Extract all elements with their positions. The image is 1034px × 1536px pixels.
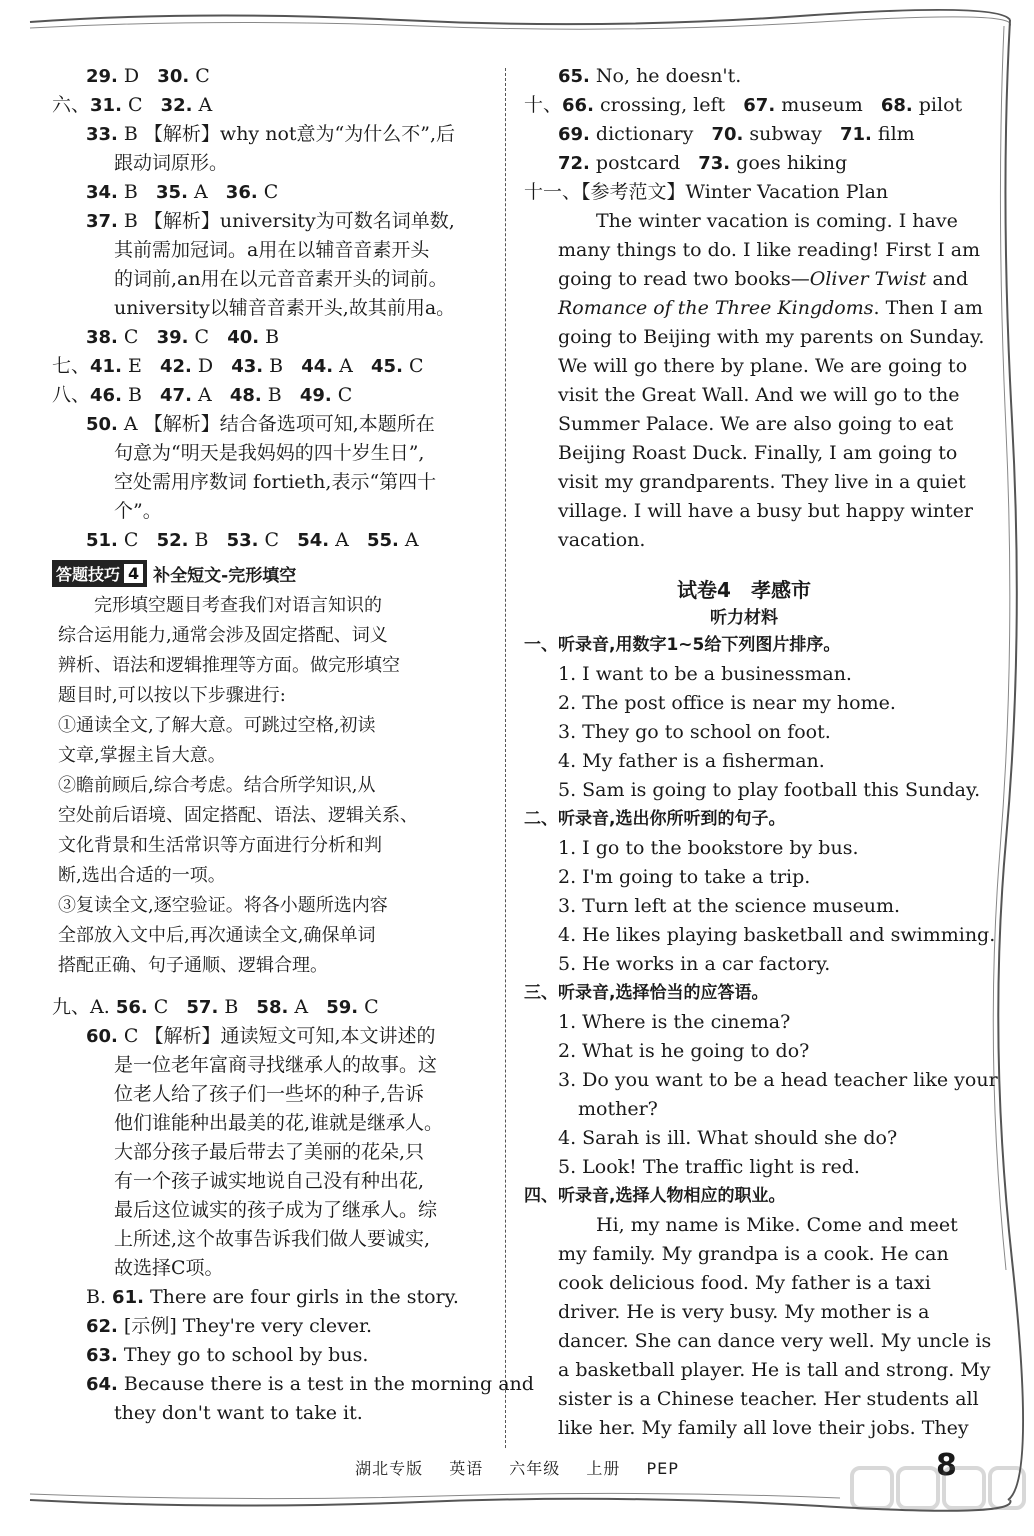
essay-line: going to Beijing with my parents on Sunday.: [558, 326, 985, 348]
tip-line: 综合运用能力,通常会涉及固定搭配、词义: [58, 625, 388, 646]
question-item: 3. Do you want to be a head teacher like your: [558, 1069, 998, 1091]
column-divider: [505, 68, 506, 1448]
question-item: 5. He works in a car factory.: [558, 953, 831, 975]
answer-line: 空处需用序数词 fortieth,表示“第四十: [114, 471, 437, 493]
answer-line: 跟动词原形。: [114, 152, 229, 174]
tip-body: [52, 591, 484, 981]
answer-line: 34. B 35. A 36. C: [86, 181, 279, 203]
answer-line: 63. They go to school by bus.: [86, 1344, 369, 1366]
tip-line: 文化背景和生活常识等方面进行分析和判: [58, 835, 382, 856]
tip-line: 全部放入文中后,再次通读全文,确保单词: [58, 925, 376, 946]
answer-line: 句意为“明天是我妈妈的四十岁生日”,: [114, 442, 425, 464]
tip-line: 文章,掌握主旨大意。: [58, 745, 226, 766]
tip-line: 空处前后语境、固定搭配、语法、逻辑关系、: [58, 805, 418, 826]
question-item: 4. He likes playing basketball and swimming.: [558, 924, 996, 946]
essay-line: many things to do. I like reading! First I am: [558, 239, 981, 261]
answer-line: 大部分孩子最后带去了美丽的花朵,只: [114, 1141, 425, 1163]
tip-line: 辨析、语法和逻辑推理等方面。做完形填空: [58, 655, 400, 676]
question-item: 3. Turn left at the science museum.: [558, 895, 901, 917]
answer-line: 十一、【参考范文】Winter Vacation Plan: [524, 181, 889, 203]
footer-grade: 六年级: [509, 1459, 561, 1478]
essay-line: visit the Great Wall. And we will go to the: [558, 384, 960, 406]
tip-badge-number: 4: [124, 564, 143, 583]
question-item: 1. I go to the bookstore by bus.: [558, 837, 859, 859]
passage-line: Hi, my name is Mike. Come and meet: [558, 1214, 958, 1236]
question-item: 5. Sam is going to play football this Sunday.: [558, 779, 981, 801]
essay-line: village. I will have a busy but happy winter: [558, 500, 974, 522]
tip-header: [52, 559, 484, 587]
answer-line: 位老人给了孩子们一些坏的种子,告诉: [114, 1083, 425, 1105]
answer-line: 七、41. E 42. D 43. B 44. A 45. C: [52, 355, 424, 377]
essay-line: Beijing Roast Duck. Finally, I am going to: [558, 442, 958, 464]
answer-line: 其前需加冠词。a用在以辅音音素开头: [114, 239, 430, 261]
answer-line: 33. B 【解析】why not意为“为什么不”,后: [86, 123, 455, 145]
tip-badge-label: 答题技巧: [56, 564, 121, 584]
question-3-items: [524, 1008, 998, 1182]
question-item: 5. Look! The traffic light is red.: [558, 1156, 860, 1178]
answer-line: 上所述,这个故事告诉我们做人要诚实,: [114, 1228, 431, 1250]
answer-line: B. 61. There are four girls in the story.: [86, 1286, 459, 1308]
passage-line: driver. He is very busy. My mother is a: [558, 1301, 930, 1323]
question-2-items: [524, 834, 996, 979]
answer-line: 十、66. crossing, left 67. museum 68. pilot: [524, 94, 963, 116]
answer-line: 九、A. 56. C 57. B 58. A 59. C: [52, 996, 379, 1018]
question-4-heading: 四、听录音,选择人物相应的职业。: [524, 1186, 786, 1206]
question-4-passage: [524, 1211, 992, 1443]
question-item: 2. The post office is near my home.: [558, 692, 896, 714]
essay-line: going to read two books—Oliver Twist and: [558, 268, 969, 290]
passage-line: cook delicious food. My father is a taxi: [558, 1272, 931, 1294]
question-item: 4. Sarah is ill. What should she do?: [558, 1127, 898, 1149]
question-item: 2. What is he going to do?: [558, 1040, 810, 1062]
essay-line: The winter vacation is coming. I have: [558, 210, 958, 232]
passage-line: dancer. She can dance very well. My uncle is: [558, 1330, 992, 1352]
question-1-heading: 一、听录音,用数字1~5给下列图片排序。: [524, 635, 841, 655]
watermark-logo: [848, 1462, 1028, 1532]
answer-line: 八、46. B 47. A 48. B 49. C: [52, 384, 353, 406]
passage-line: sister is a Chinese teacher. Her students all: [558, 1388, 979, 1410]
right-column: [524, 62, 998, 1443]
footer-volume: 上册: [586, 1459, 621, 1478]
answer-line: 最后这位诚实的孩子成为了继承人。综: [114, 1199, 438, 1221]
essay-line: Summer Palace. We are also going to eat: [558, 413, 954, 435]
answer-lines-right: [524, 62, 964, 207]
essay-line: visit my grandparents. They live in a quiet: [558, 471, 966, 493]
essay-line: Romance of the Three Kingdoms. Then I am: [558, 297, 983, 319]
answer-lines-bottom: [52, 993, 534, 1428]
question-3-heading: 三、听录音,选择恰当的应答语。: [524, 983, 769, 1003]
tip-line: 断,选出合适的一项。: [58, 865, 226, 886]
question-item: 2. I'm going to take a trip.: [558, 866, 811, 888]
model-essay: [524, 207, 985, 555]
question-item: 3. They go to school on foot.: [558, 721, 831, 743]
answer-line: 的词前,an用在以元音音素开头的词前。: [114, 268, 448, 290]
footer-edition: 湖北专版: [355, 1459, 424, 1478]
question-1-items: [524, 660, 981, 805]
footer-subject: 英语: [449, 1459, 484, 1478]
answer-line: 他们谁能种出最美的花,谁就是继承人。: [114, 1112, 444, 1134]
answer-line: 38. C 39. C 40. B: [86, 326, 280, 348]
question-item: mother?: [578, 1098, 658, 1120]
question-item: 1. I want to be a businessman.: [558, 663, 852, 685]
answer-line: 64. Because there is a test in the morning and: [86, 1373, 534, 1395]
answer-line: 65. No, he doesn't.: [558, 65, 742, 87]
footer-version: PEP: [646, 1459, 679, 1478]
answer-line: university以辅音音素开头,故其前用a。: [114, 297, 456, 319]
tip-line: ②瞻前顾后,综合考虑。结合所学知识,从: [58, 775, 376, 796]
tip-line: 完形填空题目考查我们对语言知识的: [58, 595, 382, 616]
answer-line: they don't want to take it.: [114, 1402, 363, 1424]
passage-line: my family. My grandpa is a cook. He can: [558, 1243, 949, 1265]
answer-line: 72. postcard 73. goes hiking: [558, 152, 848, 174]
answer-line: 29. D 30. C: [86, 65, 210, 87]
answer-line: 37. B 【解析】university为可数名词单数,: [86, 210, 455, 232]
answer-line: 是一位老年富商寻找继承人的故事。这: [114, 1054, 438, 1076]
tip-line: 搭配正确、句子通顺、逻辑合理。: [58, 955, 328, 976]
tip-line: ①通读全文,了解大意。可跳过空格,初读: [58, 715, 376, 736]
question-2-heading: 二、听录音,选出你所听到的句子。: [524, 809, 786, 829]
answer-line: 六、31. C 32. A: [52, 94, 213, 116]
answer-line: 50. A 【解析】结合备选项可知,本题所在: [86, 413, 435, 435]
passage-line: like her. My family all love their jobs. They: [558, 1417, 969, 1439]
left-column: [52, 62, 534, 1428]
page-number: 8: [936, 1448, 957, 1483]
tip-line: ③复读全文,逐空验证。将各小题所选内容: [58, 895, 388, 916]
essay-line: We will go there by plane. We are going to: [558, 355, 968, 377]
answer-line: 51. C 52. B 53. C 54. A 55. A: [86, 529, 419, 551]
passage-line: a basketball player. He is tall and strong. My: [558, 1359, 991, 1381]
tip-line: 题目时,可以按以下步骤进行:: [58, 685, 286, 706]
answer-line: 故选择C项。: [114, 1257, 224, 1279]
answer-lines-top: [52, 62, 484, 555]
answer-line: 60. C 【解析】通读短文可知,本文讲述的: [86, 1025, 436, 1047]
essay-line: vacation.: [558, 529, 646, 551]
answer-line: 69. dictionary 70. subway 71. film: [558, 123, 915, 145]
tip-name: 补全短文-完形填空: [153, 565, 297, 586]
section-subtitle: 听力材料: [710, 608, 778, 628]
question-item: 1. Where is the cinema?: [558, 1011, 791, 1033]
answer-line: 个”。: [114, 500, 162, 522]
question-item: 4. My father is a fisherman.: [558, 750, 825, 772]
tip-badge: [52, 560, 147, 587]
answer-line: 有一个孩子诚实地说自己没有种出花,: [114, 1170, 425, 1192]
section-title: 试卷4 孝感市: [677, 578, 811, 602]
answer-line: 62. [示例] They're very clever.: [86, 1315, 373, 1337]
